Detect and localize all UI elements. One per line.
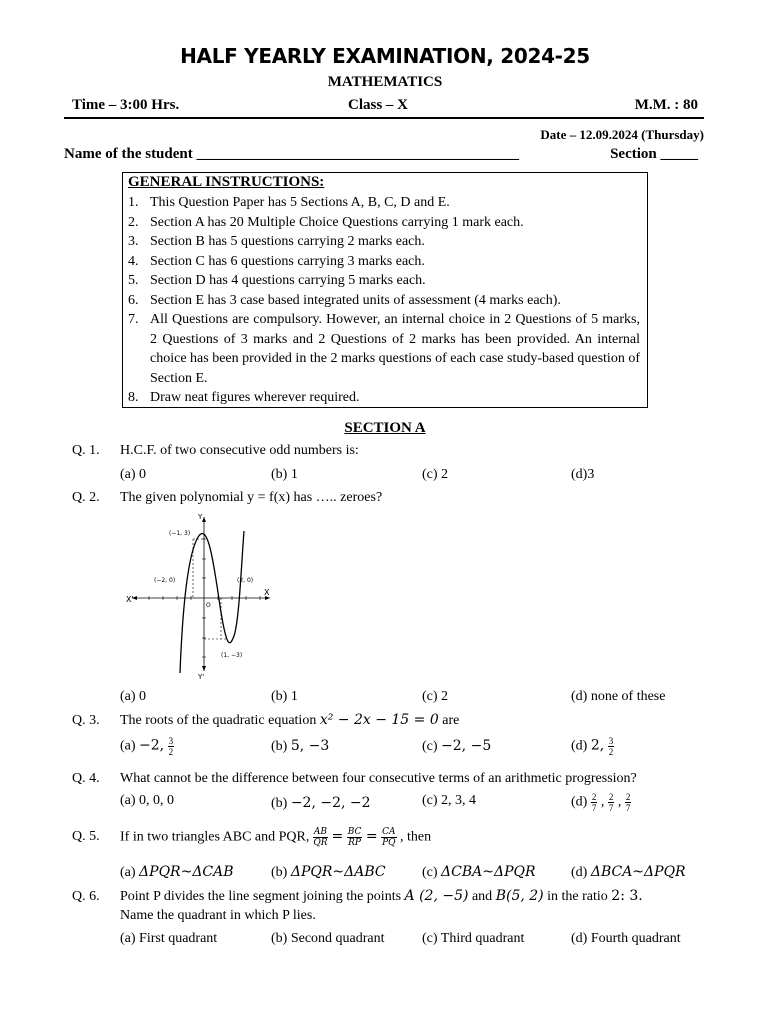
max-marks: M.M. : 80 xyxy=(634,97,698,113)
q5-option-b: (b) ΔPQR~ΔABC xyxy=(271,864,386,880)
q6-option-b: (b) Second quadrant xyxy=(271,931,385,946)
q5-text: If in two triangles ABC and PQR, $\frac{AB}{QR}$ = $\frac{BC}{RP}$ = $\frac{CA}{PQ}$ , then xyxy=(120,827,432,848)
graph-point-label: (1, −3) xyxy=(221,652,243,659)
q1-option-b: (b) 1 xyxy=(271,467,298,482)
q3-option-b: (b) 5, −3 xyxy=(271,738,330,754)
header-rule xyxy=(64,117,704,119)
graph-origin-label: O xyxy=(206,602,211,609)
q4-text: What cannot be the difference between four consecutive terms of an arithmetic progression? xyxy=(120,771,637,786)
student-name-line: Name of the student ___________________________________________ xyxy=(64,146,519,162)
q1-option-c: (c) 2 xyxy=(422,467,449,482)
instruction-item: 6. Section E has 3 case based integrated units of assessment (4 marks each). xyxy=(128,292,561,308)
time-allowed: Time – 3:00 Hrs. xyxy=(72,97,180,113)
student-section-line: Section _____ xyxy=(610,146,698,162)
q5-option-c: (c) ΔCBA~ΔPQR xyxy=(422,864,536,880)
q3-equation: x² − 2x − 15 = 0 xyxy=(319,712,439,728)
instruction-item: 3. Section B has 5 questions carrying 2 marks each. xyxy=(128,234,425,249)
q4-option-c: (c) 2, 3, 4 xyxy=(422,793,477,808)
graph-point-label: (−1, 3) xyxy=(169,530,191,537)
q3-text: The roots of the quadratic equation x² − 2x − 15 = 0 are xyxy=(120,712,460,728)
polynomial-graph xyxy=(124,511,274,679)
q5-option-a: (a) ΔPQR~ΔCAB xyxy=(120,864,234,880)
instructions-list xyxy=(128,193,640,408)
graph-xprime-label: X' xyxy=(126,595,134,604)
class-label: Class – X xyxy=(348,97,409,113)
q6-number: Q. 6. xyxy=(72,889,100,904)
q3-option-c: (c) −2, −5 xyxy=(422,738,492,754)
q6-option-a: (a) First quadrant xyxy=(120,931,218,946)
instruction-item: 4. Section C has 6 questions carrying 3 marks each. xyxy=(128,253,425,269)
q2-option-d: (d) none of these xyxy=(571,689,666,704)
q2-option-a: (a) 0 xyxy=(120,689,147,704)
subject-name: MATHEMATICS xyxy=(327,74,443,90)
instruction-item: 5. Section D has 4 questions carrying 5 marks each. xyxy=(128,273,426,288)
q4-option-d: (d) $\frac{2}{7}$ , $\frac{2}{7}$ , $\frac{2}{7}$ xyxy=(571,792,631,813)
instruction-item: 7. All Questions are compulsory. However, an internal choice in 2 Questions of 5 marks, 2 Questions of 3 marks and 2 Questions of 2 marks has been provided. An internal choice has been provided in the 2 marks questions of each case study-based question of Section E. xyxy=(128,312,640,386)
instruction-item: 2. Section A has 20 Multiple Choice Questions carrying 1 mark each. xyxy=(128,214,524,230)
graph-x-label: X xyxy=(264,588,270,597)
instruction-item: 1. This Question Paper has 5 Sections A, B, C, D and E. xyxy=(128,195,450,210)
q2-text: The given polynomial y = f(x) has ….. zeroes? xyxy=(120,490,383,505)
q1-option-a: (a) 0 xyxy=(120,467,147,482)
graph-point-label: (2, 0) xyxy=(237,577,254,584)
q6-option-c: (c) Third quadrant xyxy=(422,931,525,946)
q6-option-d: (d) Fourth quadrant xyxy=(571,931,681,946)
q6-text-line2: Name the quadrant in which P lies. xyxy=(120,908,316,923)
q1-number: Q. 1. xyxy=(72,443,100,458)
q4-option-a: (a) 0, 0, 0 xyxy=(120,793,175,808)
q6-text: Point P divides the line segment joining the points A (2, −5) and B(5, 2) in the ratio 2: 3. xyxy=(120,888,643,904)
q3-option-d: (d) 2, $\frac{3}{2}$ xyxy=(571,736,614,757)
q2-option-b: (b) 1 xyxy=(271,689,298,704)
q4-option-b: (b) −2, −2, −2 xyxy=(271,795,371,811)
q2-number: Q. 2. xyxy=(72,490,100,505)
section-a-heading: SECTION A xyxy=(344,420,426,436)
q3-number: Q. 3. xyxy=(72,713,100,728)
exam-title: HALF YEARLY EXAMINATION, 2024-25 xyxy=(180,44,590,68)
q5-number: Q. 5. xyxy=(72,829,100,844)
q4-number: Q. 4. xyxy=(72,771,100,786)
graph-y-label: Y xyxy=(198,513,203,521)
instruction-item: 8. Draw neat figures wherever required. xyxy=(128,390,360,405)
q5-option-d: (d) ΔBCA~ΔPQR xyxy=(571,864,686,880)
graph-point-label: (−2, 0) xyxy=(154,577,176,584)
general-instructions-box xyxy=(122,172,648,408)
graph-yprime-label: Y' xyxy=(198,673,205,679)
q3-option-a: (a) −2, $\frac{3}{2}$ xyxy=(120,736,174,757)
q1-text: H.C.F. of two consecutive odd numbers is: xyxy=(120,443,359,458)
q2-option-c: (c) 2 xyxy=(422,689,449,704)
instructions-title: GENERAL INSTRUCTIONS: xyxy=(128,174,325,190)
exam-date: Date – 12.09.2024 (Thursday) xyxy=(540,127,704,142)
q1-option-d: (d)3 xyxy=(571,467,595,482)
